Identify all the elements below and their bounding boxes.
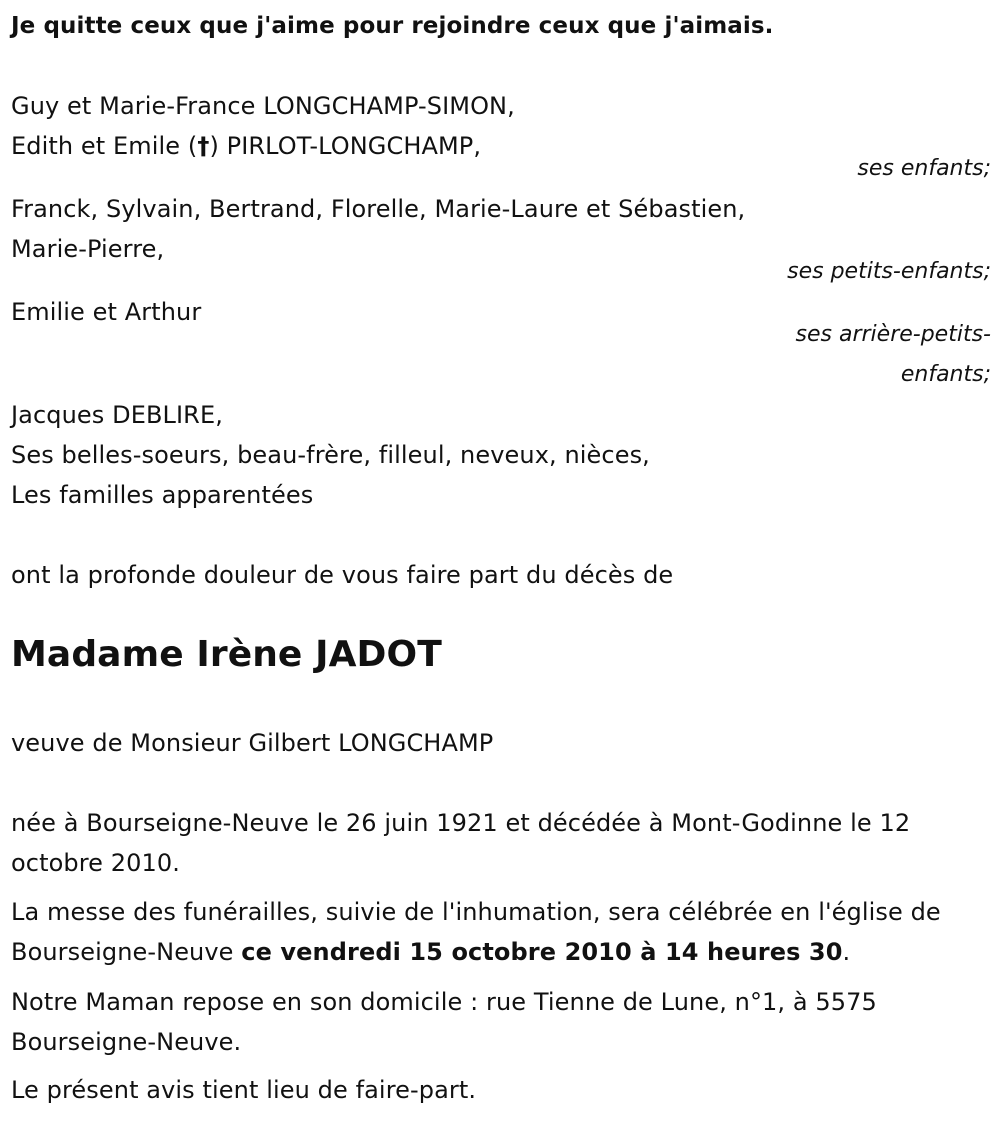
birth-death: née à Bourseigne-Neuve le 26 juin 1921 et décédée à Mont-Godinne le 12 octobre 2010. <box>11 809 911 877</box>
cross-symbol: † <box>197 132 210 160</box>
others-line-2: Ses belles-soeurs, beau-frère, filleul, neveux, nièces, <box>11 441 650 469</box>
great-grandchildren-role-line-2: enfants; <box>900 362 991 387</box>
grandchildren-line-1: Franck, Sylvain, Bertrand, Florelle, Marie-Laure et Sébastien, <box>11 195 746 223</box>
children-role: ses enfants; <box>857 156 991 181</box>
obituary-notice <box>11 0 991 1126</box>
children-line-1: Guy et Marie-France LONGCHAMP-SIMON, <box>11 92 515 120</box>
deceased-name: Madame Irène JADOT <box>11 634 442 675</box>
others-line-3: Les familles apparentées <box>11 481 314 509</box>
motto: Je quitte ceux que j'aime pour rejoindre ceux que j'aimais. <box>11 13 774 39</box>
announcement: ont la profonde douleur de vous faire part du décès de <box>11 561 674 589</box>
children-line-2-end: ) PIRLOT-LONGCHAMP, <box>209 132 482 160</box>
great-grandchildren-line: Emilie et Arthur <box>11 298 202 326</box>
funeral-end: . <box>842 938 851 966</box>
funeral-info <box>11 892 986 972</box>
rest-info: Notre Maman repose en son domicile : rue Tienne de Lune, n°1, à 5575 Bourseigne-Neuve. <box>11 988 877 1056</box>
great-grandchildren-role-line-1: ses arrière-petits- <box>795 322 991 347</box>
others-line-1: Jacques DEBLIRE, <box>11 401 223 429</box>
children-line-2 <box>11 126 481 166</box>
grandchildren-role: ses petits-enfants; <box>787 259 991 284</box>
closing-note: Le présent avis tient lieu de faire-part. <box>11 1076 477 1104</box>
children-line-2-start: Edith et Emile ( <box>11 132 198 160</box>
widow-of: veuve de Monsieur Gilbert LONGCHAMP <box>11 729 494 757</box>
funeral-text: La messe des funérailles, suivie de l'inhumation, sera célébrée en l'église de Bourseigne-Neuve <box>11 898 941 966</box>
funeral-date: ce vendredi 15 octobre 2010 à 14 heures 30 <box>241 938 843 966</box>
grandchildren-line-2: Marie-Pierre, <box>11 235 165 263</box>
